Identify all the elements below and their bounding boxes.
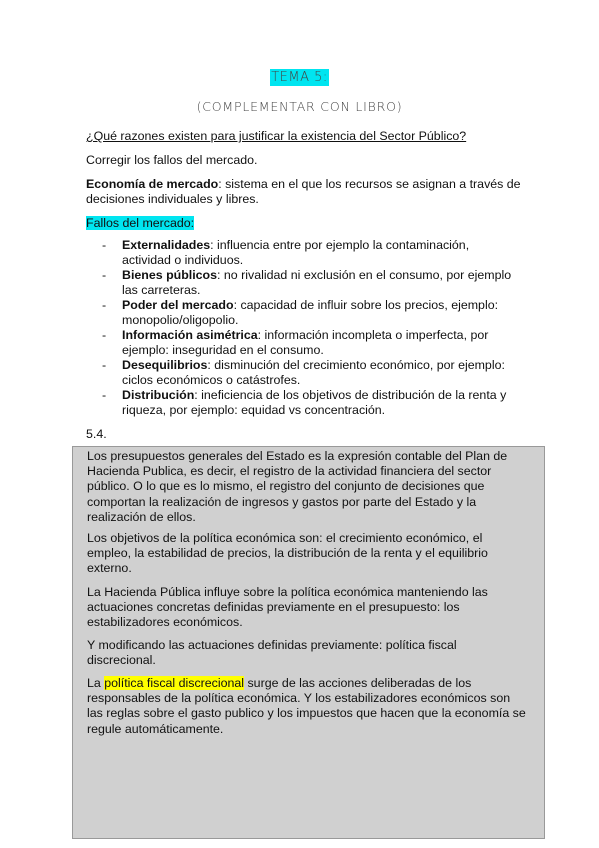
list-item-term: Distribución bbox=[122, 388, 195, 402]
list-item bbox=[86, 268, 516, 298]
list-item-text: : capacidad de influir sobre los precios, ejemplo: monopolio/oligopolio. bbox=[122, 298, 499, 327]
market-failures-heading bbox=[86, 216, 526, 231]
list-item-term: Externalidades bbox=[122, 238, 211, 252]
dash-bullet: - bbox=[102, 298, 107, 312]
dash-bullet: - bbox=[102, 268, 107, 282]
title-text: TEMA 5: bbox=[271, 70, 328, 85]
list-item-text: : disminución del crecimiento económico, por ejemplo: ciclos económicos o catástrofes. bbox=[122, 358, 505, 387]
market-failures-heading-text: Fallos del mercado: bbox=[86, 216, 195, 230]
paragraph-suffix: surge de las acciones deliberadas de los responsables de la política económica. Y los estabilizadores económicos son las reglas sobre el gasto publico y los impuestos que hacen que la economía se regule automáticamente. bbox=[87, 676, 526, 736]
box-paragraph-hacienda: La Hacienda Pública influye sobre la política económica manteniendo las actuaciones concretas definidas previamente en el presupuesto: los estabilizadores económicos. bbox=[87, 585, 488, 630]
paragraph-prefix: La bbox=[87, 676, 105, 690]
answer-paragraph: Corregir los fallos del mercado. bbox=[86, 153, 258, 167]
list-item-text: : influencia entre por ejemplo la contaminación, actividad o individuos. bbox=[122, 238, 470, 267]
list-item-text: : información incompleta o imperfecta, por ejemplo: inseguridad en el consumo. bbox=[122, 328, 489, 357]
dash-bullet: - bbox=[102, 328, 107, 342]
list-item-term: Desequilibrios bbox=[122, 358, 208, 372]
dash-bullet: - bbox=[102, 238, 107, 252]
list-item-term: Bienes públicos bbox=[122, 268, 218, 282]
definition-term: Economía de mercado bbox=[86, 177, 219, 191]
document-subtitle: (COMPLEMENTAR CON LIBRO) bbox=[196, 99, 403, 114]
box-paragraph-modification: Y modificando las actuaciones definidas previamente: política fiscal discrecional. bbox=[87, 638, 457, 668]
market-failures-list bbox=[86, 238, 516, 418]
list-item bbox=[86, 328, 516, 358]
highlighted-term: política fiscal discrecional bbox=[104, 676, 245, 690]
market-economy-definition bbox=[86, 177, 526, 207]
list-item bbox=[86, 388, 516, 418]
box-paragraph-discretionary bbox=[87, 676, 527, 737]
list-item-text: : ineficiencia de los objetivos de distribución de la renta y riqueza, por ejemplo: equidad vs concentración. bbox=[122, 388, 507, 417]
box-paragraph-budget: Los presupuestos generales del Estado es la expresión contable del Plan de Hacienda Publica, es decir, el registro de la actividad financiera del sector público. O lo que es lo mismo, el registro del conjunto de decisiones que comportan la realización de ingresos y gastos por parte del Estado y la realización de ellos. bbox=[87, 449, 508, 524]
shaded-text-box bbox=[72, 446, 545, 839]
question-heading: ¿Qué razones existen para justificar la existencia del Sector Público? bbox=[86, 129, 467, 143]
definition-text: : sistema en el que los recursos se asignan a través de decisiones individuales y libres. bbox=[86, 177, 521, 206]
list-item-term: Información asimétrica bbox=[122, 328, 258, 342]
list-item bbox=[86, 238, 516, 268]
list-item-text: : no rivalidad ni exclusión en el consumo, por ejemplo las carreteras. bbox=[122, 268, 512, 297]
dash-bullet: - bbox=[102, 358, 107, 372]
section-number: 5.4. bbox=[86, 427, 107, 441]
list-item-term: Poder del mercado bbox=[122, 298, 234, 312]
document-title bbox=[0, 70, 599, 85]
box-paragraph-objectives: Los objetivos de la política económica son: el crecimiento económico, el empleo, la estabilidad de precios, la distribución de la renta y el equilibrio externo. bbox=[87, 531, 488, 576]
dash-bullet: - bbox=[102, 388, 107, 402]
list-item bbox=[86, 358, 516, 388]
list-item bbox=[86, 298, 516, 328]
